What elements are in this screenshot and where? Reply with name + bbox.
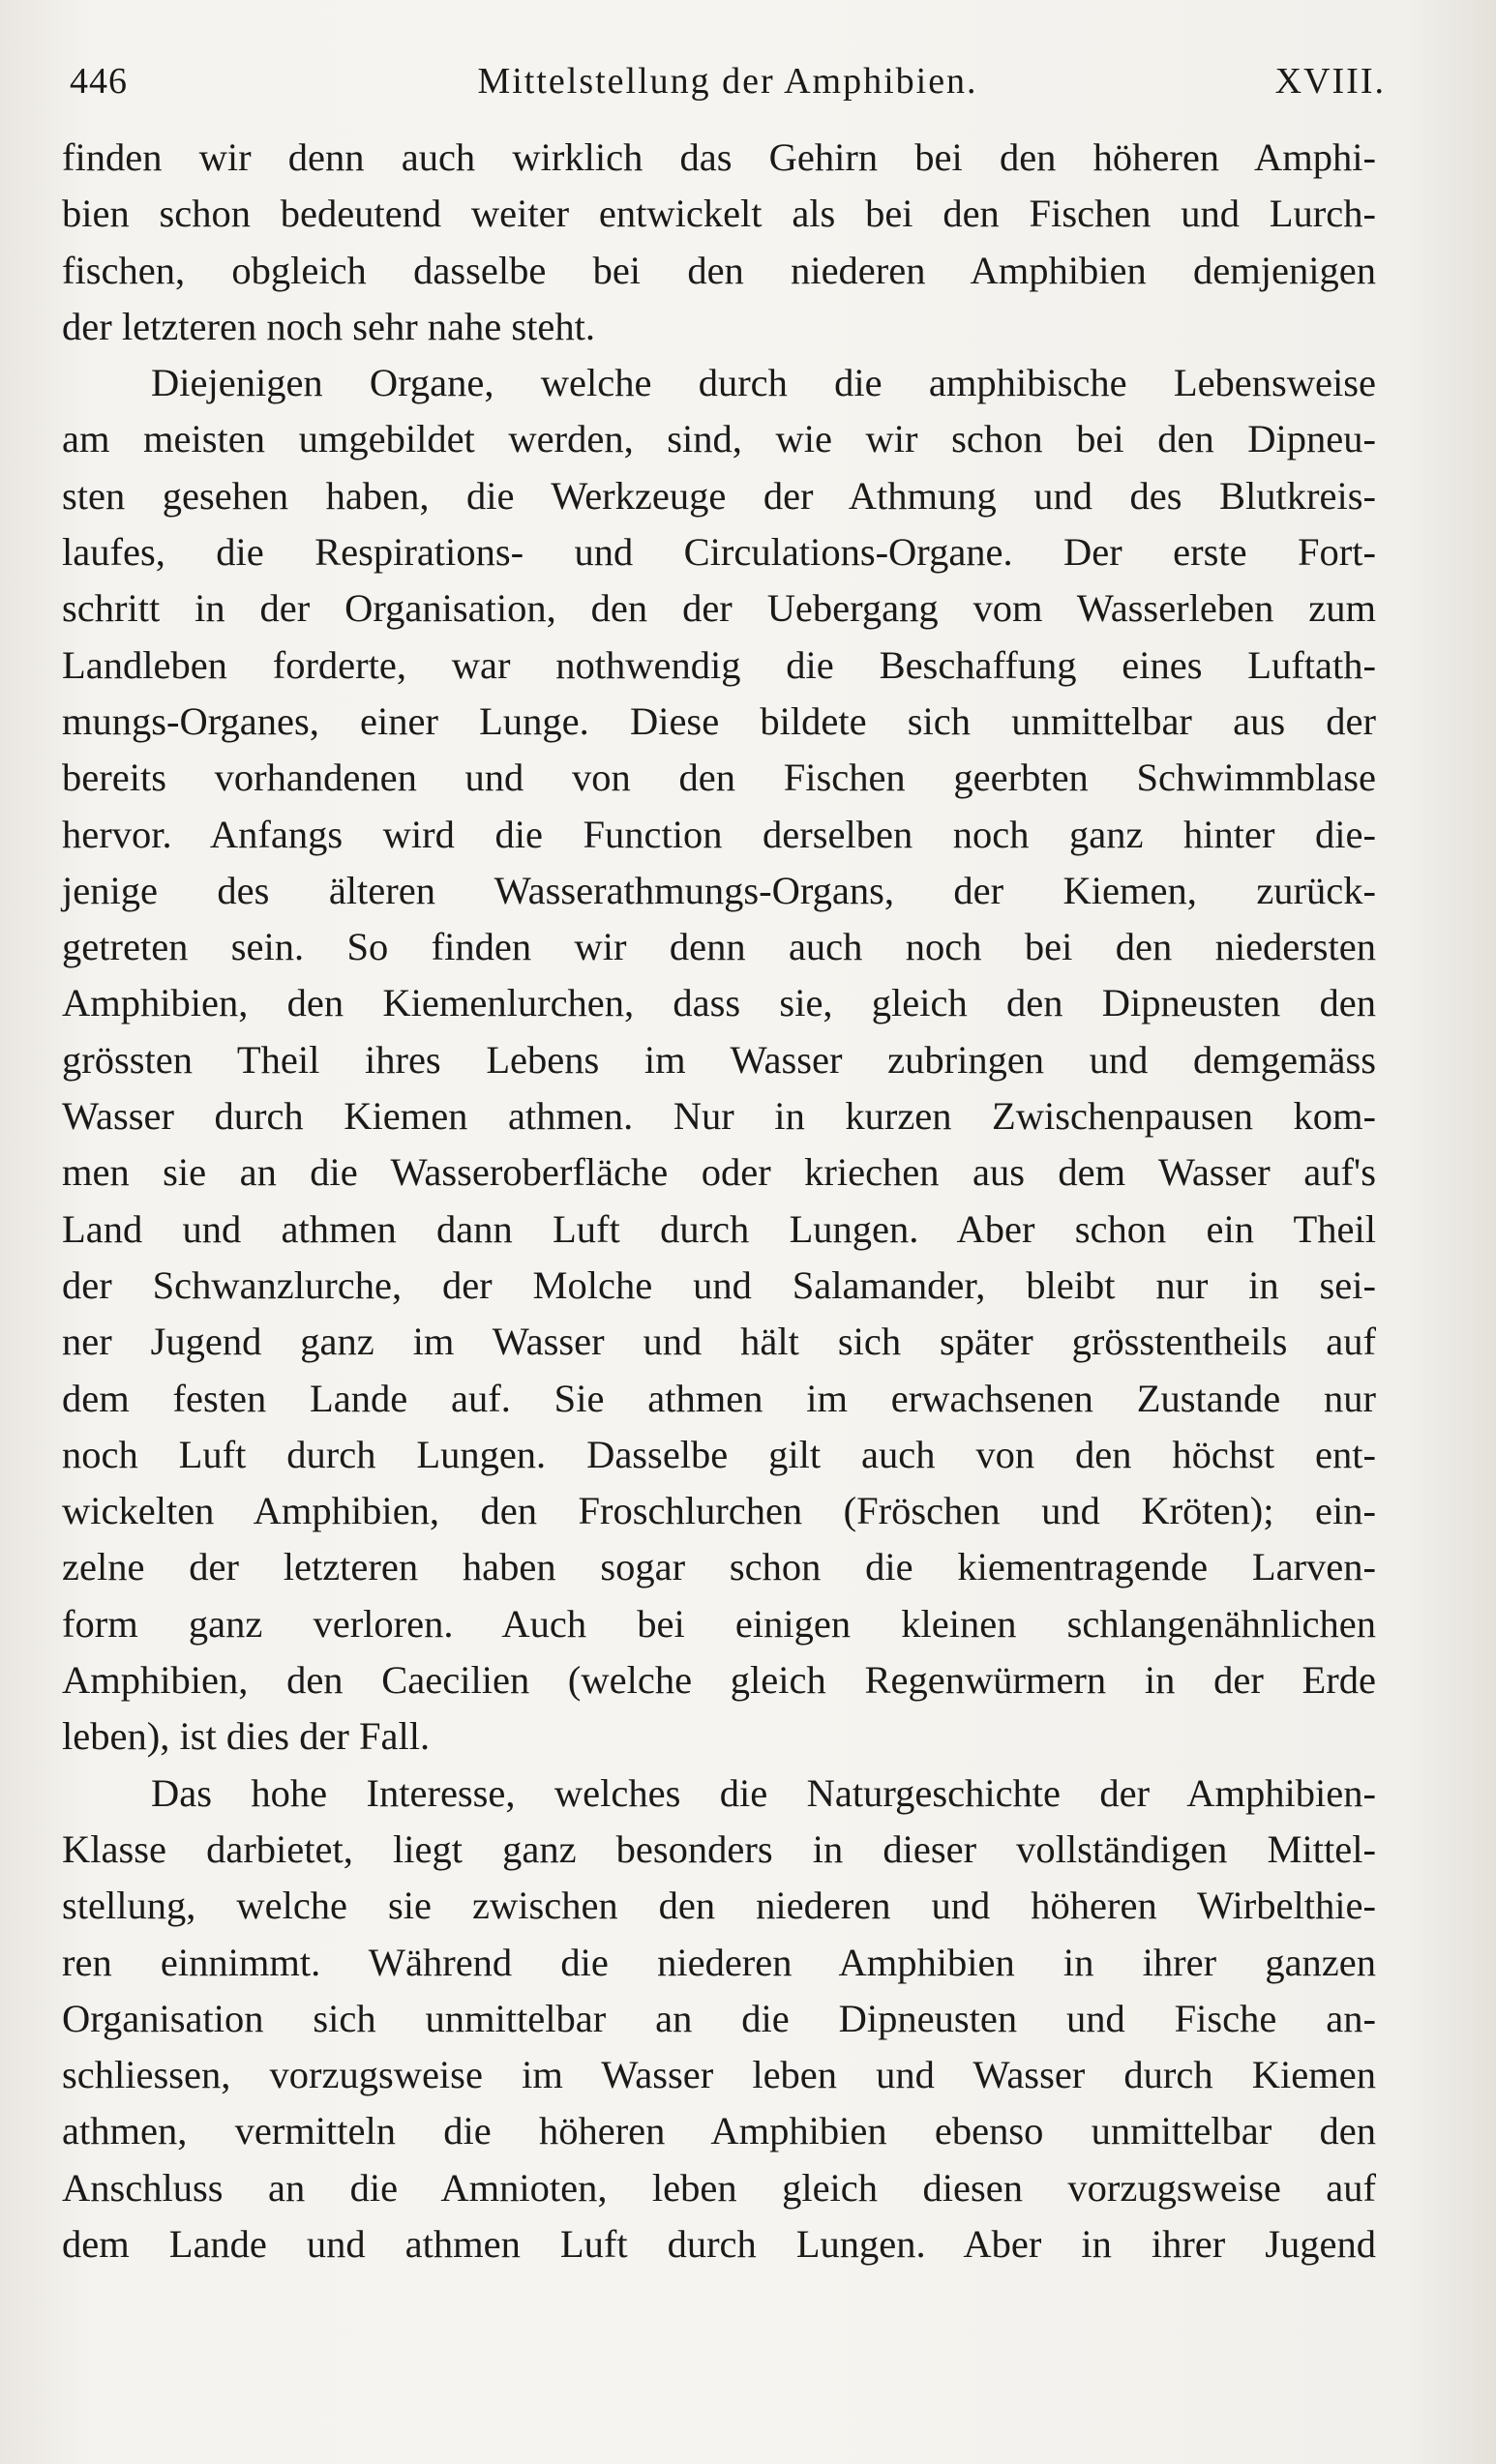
text-line: Landleben forderte, war nothwendig die Beschaffung eines Luftath-	[62, 642, 1376, 687]
text-line: wickelten Amphibien, den Froschlurchen (Fröschen und Kröten); ein-	[62, 1489, 1376, 1533]
text-line: Land und athmen dann Luft durch Lungen. Aber schon ein Theil	[62, 1206, 1376, 1251]
text-line: ner Jugend ganz im Wasser und hält sich später grösstentheils auf	[62, 1320, 1376, 1364]
text-line: Wasser durch Kiemen athmen. Nur in kurzen Zwischenpausen kom-	[62, 1094, 1376, 1139]
text-line: Organisation sich unmittelbar an die Dipneusten und Fische an-	[62, 1996, 1376, 2040]
text-line: Das hohe Interesse, welches die Naturgeschichte der Amphibien-	[151, 1770, 1376, 1815]
text-line: Diejenigen Organe, welche durch die amphibische Lebensweise	[151, 361, 1376, 405]
text-line: fischen, obgleich dasselbe bei den niederen Amphibien demjenigen	[62, 248, 1376, 292]
text-line: mungs-Organes, einer Lunge. Diese bildete sich unmittelbar aus der	[62, 698, 1376, 743]
paragraph	[62, 1766, 1376, 2273]
paragraph	[62, 355, 1376, 1765]
text-line: dem festen Lande auf. Sie athmen im erwachsenen Zustande nur	[62, 1376, 1376, 1420]
text-line: am meisten umgebildet werden, sind, wie wir schon bei den Dipneu-	[62, 417, 1376, 461]
text-line: stellung, welche sie zwischen den niederen und höheren Wirbelthie-	[62, 1884, 1376, 1928]
text-line: jenige des älteren Wasserathmungs-Organs, der Kiemen, zurück-	[62, 868, 1376, 912]
paragraph	[62, 130, 1376, 355]
text-line: Klasse darbietet, liegt ganz besonders in dieser vollständigen Mittel-	[62, 1826, 1376, 1871]
text-line: schliessen, vorzugsweise im Wasser leben und Wasser durch Kiemen	[62, 2053, 1376, 2097]
text-line: dem Lande und athmen Luft durch Lungen. Aber in ihrer Jugend	[62, 2221, 1376, 2266]
text-line: ren einnimmt. Während die niederen Amphibien in ihrer ganzen	[62, 1940, 1376, 1984]
text-line: leben), ist dies der Fall.	[62, 1714, 431, 1759]
text-line: athmen, vermitteln die höheren Amphibien ebenso unmittelbar den	[62, 2109, 1376, 2153]
body-text	[62, 130, 1376, 2272]
text-line: Amphibien, den Kiemenlurchen, dass sie, gleich den Dipneusten den	[62, 981, 1376, 1025]
text-line: noch Luft durch Lungen. Dasselbe gilt auch von den höchst ent-	[62, 1432, 1376, 1476]
text-line: form ganz verloren. Auch bei einigen kleinen schlangenähnlichen	[62, 1601, 1376, 1646]
text-line: grössten Theil ihres Lebens im Wasser zubringen und demgemäss	[62, 1037, 1376, 1082]
text-line: bereits vorhandenen und von den Fischen geerbten Schwimmblase	[62, 756, 1376, 800]
text-line: zelne der letzteren haben sogar schon die kiementragende Larven-	[62, 1545, 1376, 1589]
running-head	[70, 52, 1386, 110]
text-line: Amphibien, den Caecilien (welche gleich Regenwürmern in der Erde	[62, 1658, 1376, 1703]
text-line: schritt in der Organisation, den der Uebergang vom Wasserleben zum	[62, 586, 1376, 631]
text-line: der letzteren noch sehr nahe steht.	[62, 304, 596, 348]
text-line: bien schon bedeutend weiter entwickelt als bei den Fischen und Lurch-	[62, 192, 1376, 236]
page-number: 446	[70, 61, 128, 102]
text-line: getreten sein. So finden wir denn auch noch bei den niedersten	[62, 925, 1376, 969]
text-line: der Schwanzlurche, der Molche und Salamander, bleibt nur in sei-	[62, 1262, 1376, 1307]
text-line: sten gesehen haben, die Werkzeuge der Athmung und des Blutkreis-	[62, 473, 1376, 518]
text-line: men sie an die Wasseroberfläche oder kriechen aus dem Wasser auf's	[62, 1150, 1376, 1195]
text-line: Anschluss an die Amnioten, leben gleich diesen vorzugsweise auf	[62, 2165, 1376, 2210]
running-title: Mittelstellung der Amphibien.	[477, 61, 978, 102]
text-line: laufes, die Respirations- und Circulations-Organe. Der erste Fort-	[62, 530, 1376, 575]
text-line: hervor. Anfangs wird die Function derselben noch ganz hinter die-	[62, 812, 1376, 856]
chapter-number: XVIII.	[1274, 61, 1386, 102]
text-line: finden wir denn auch wirklich das Gehirn bei den höheren Amphi-	[62, 135, 1376, 179]
